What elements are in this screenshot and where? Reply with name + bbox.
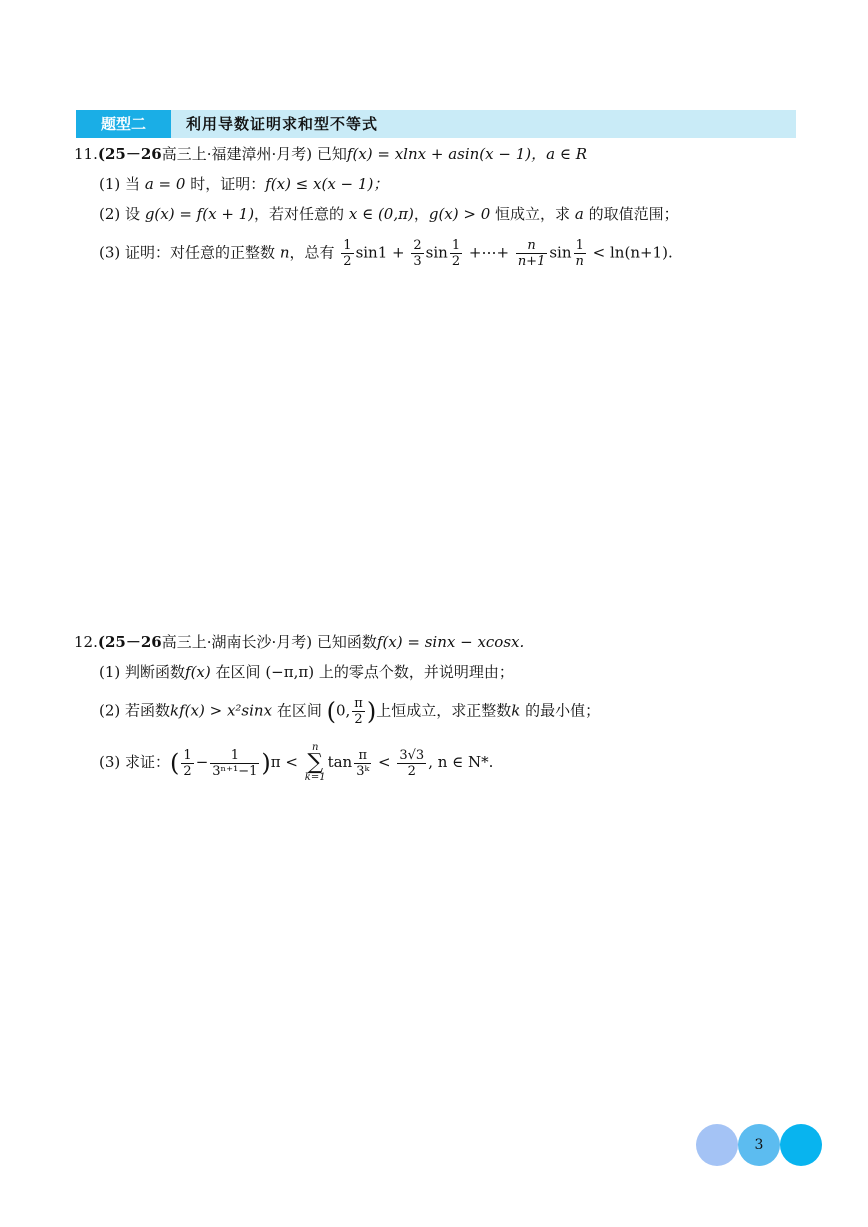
text: (1) 判断函数 xyxy=(99,663,186,681)
q12-part3 xyxy=(99,743,493,783)
section-header xyxy=(76,110,796,138)
fraction: $\frac{1}{2}$ xyxy=(451,238,461,269)
text: 上恒成立，求正整数 xyxy=(376,701,512,720)
math: g(x) > 0 xyxy=(428,205,491,223)
text: 在区间 xyxy=(215,663,261,681)
q12-part1 xyxy=(99,662,514,682)
q12-function: f(x) = sinx − xcosx. xyxy=(376,633,525,651)
q11-part2 xyxy=(99,204,679,224)
section-tag: 题型二 xyxy=(76,110,171,138)
math: (−π,π) xyxy=(265,663,315,681)
q12-stem xyxy=(74,632,524,652)
math: − xyxy=(195,753,209,771)
q11-stem xyxy=(74,144,587,164)
math: π < xyxy=(270,753,298,771)
fraction: $\frac{\pi}{2}$ xyxy=(354,696,363,727)
text: (2) 设 xyxy=(99,205,141,223)
fraction: $\frac{1}{2}$ xyxy=(343,238,352,269)
math: , n ∈ N*. xyxy=(428,753,494,771)
q11-part1 xyxy=(99,174,388,194)
math: a xyxy=(574,205,584,223)
decor-circle xyxy=(696,1124,738,1166)
math: f(x) xyxy=(185,663,211,681)
q12-source-rest: 高三上·湖南长沙·月考) xyxy=(161,633,313,651)
math: f(x) ≤ x(x − 1)； xyxy=(265,175,389,193)
fraction: $\frac{1}{n}$ xyxy=(575,238,584,269)
math: +⋯+ xyxy=(468,243,510,262)
math: < xyxy=(378,753,391,771)
math: tan xyxy=(327,753,353,771)
paren: ) xyxy=(261,749,271,777)
text: 的取值范围； xyxy=(588,205,679,223)
q11-function: f(x) = xlnx + asin(x − 1)，a ∈ R xyxy=(346,145,587,163)
page-number: 3 xyxy=(754,1137,764,1153)
math: < ln(n+1). xyxy=(592,243,673,262)
q12-source: (25－26 xyxy=(97,633,162,651)
q11-source-rest: 高三上·福建漳州·月考) xyxy=(161,145,313,163)
math: 0, xyxy=(335,701,351,720)
page-indicator xyxy=(696,1124,822,1168)
math: sin xyxy=(549,243,572,262)
text: 时，证明： xyxy=(190,175,266,193)
q12-stem-text: 已知函数 xyxy=(316,633,377,651)
text: (3) 求证： xyxy=(99,753,171,771)
fraction: $\frac{3√3}{2}$ xyxy=(399,747,425,779)
q11-part3 xyxy=(99,238,673,269)
text: 恒成立，求 xyxy=(495,205,571,223)
decor-circle xyxy=(780,1124,822,1166)
math: sin1 + xyxy=(355,243,405,262)
text: (2) 若函数 xyxy=(99,701,171,720)
q11-source: (25－26 xyxy=(97,145,162,163)
math: sin xyxy=(425,243,448,262)
fraction: $\frac{1}{2}$ xyxy=(183,747,192,779)
paren: ) xyxy=(366,697,377,726)
math: n xyxy=(279,243,290,262)
fraction: $\frac{2}{3}$ xyxy=(413,238,422,269)
q11-stem-text: 已知 xyxy=(316,145,347,163)
text: ，若对任意的 xyxy=(254,205,345,223)
section-title: 利用导数证明求和型不等式 xyxy=(186,115,379,133)
math: a = 0 xyxy=(144,175,186,193)
text: 的最小值； xyxy=(525,701,601,720)
q12-number: 12. xyxy=(74,633,98,651)
summation: n ∑ k=1 xyxy=(304,742,326,783)
math: g(x) = f(x + 1) xyxy=(144,205,255,223)
paren: ( xyxy=(170,749,180,777)
fraction: $\frac{n}{n+1}$ xyxy=(517,238,546,269)
text: (1) 当 xyxy=(99,175,141,193)
fraction: $\frac{\pi}{\text{3ᵏ}}$ xyxy=(356,747,370,779)
text: ， xyxy=(413,205,429,223)
q12-part2 xyxy=(99,696,600,727)
math: k xyxy=(511,701,521,720)
fraction: $\frac{1}{\text{3ⁿ⁺¹−1}}$ xyxy=(212,747,258,779)
text: (3) 证明：对任意的正整数 xyxy=(99,243,276,262)
q11-number: 11. xyxy=(74,145,98,163)
text: 上的零点个数，并说明理由； xyxy=(318,663,514,681)
text: 在区间 xyxy=(276,701,322,720)
math: x ∈ (0,π) xyxy=(348,205,414,223)
paren: ( xyxy=(326,697,336,726)
text: ，总有 xyxy=(289,243,335,262)
math: kf(x) > x²sinx xyxy=(170,701,273,720)
